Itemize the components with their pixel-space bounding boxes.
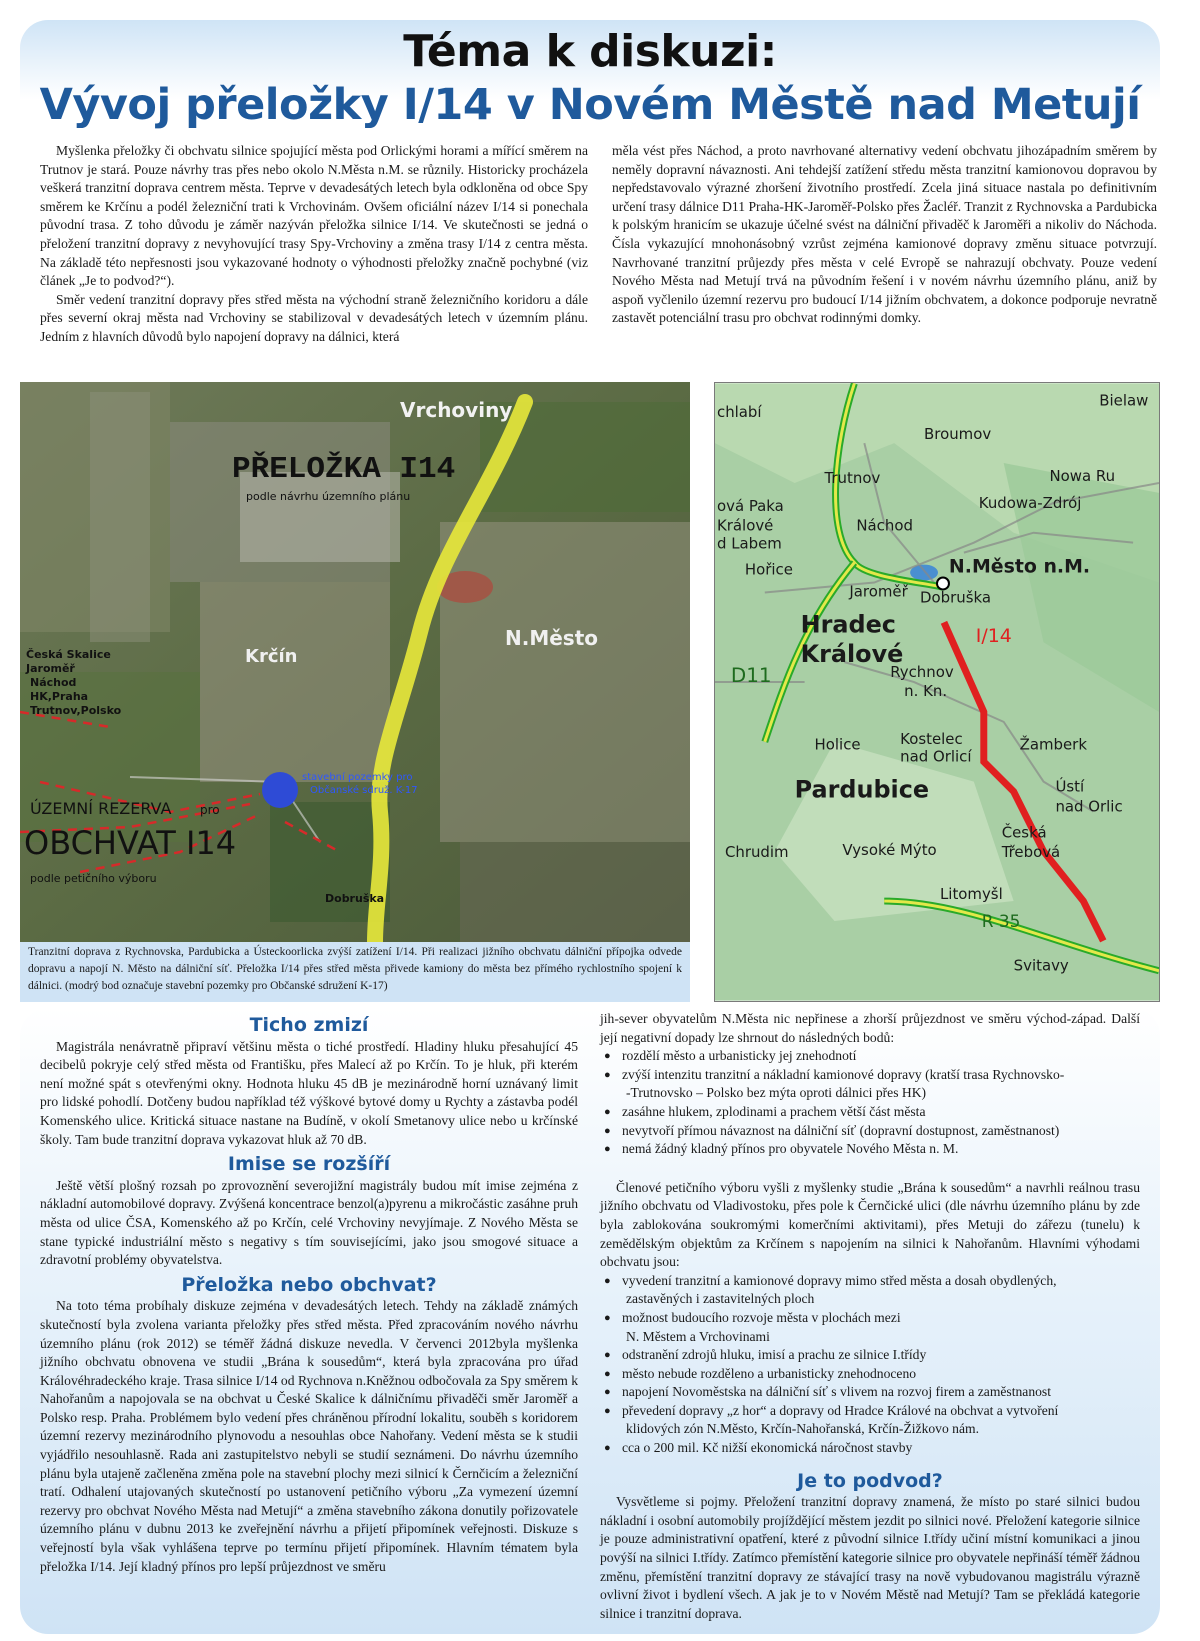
map-label: Kostelec xyxy=(900,729,963,748)
list-item: ● vyvedení tranzitní a kamionové dopravy mimo střed města a dosah obydlených, zastavěných i zastavitelných ploch xyxy=(600,1272,1140,1309)
map-label: N.Město n.M. xyxy=(948,555,1091,578)
label-dobruska: Dobruška xyxy=(325,892,385,905)
map-label: Chrudim xyxy=(724,843,789,862)
map-label: nad Orlic xyxy=(1055,797,1123,816)
advantages-list xyxy=(600,1272,1140,1458)
list-item: ● město nebude rozděleno a urbanisticky znehodnoceno xyxy=(600,1365,1140,1384)
label-vrchoviny: Vrchoviny xyxy=(400,398,513,422)
direction-label: Trutnov,Polsko xyxy=(30,704,122,717)
list-item: ● nevytvoří přímou návaznost na dálniční síť (dopravní dostupnost, zaměstnanost) xyxy=(600,1122,1140,1141)
map-label: Holice xyxy=(814,735,861,754)
map-label: n. Kn. xyxy=(904,681,948,700)
direction-label: HK,Praha xyxy=(30,690,89,703)
map-label: Ústí xyxy=(1055,777,1085,796)
map-label: Dobruška xyxy=(920,588,992,607)
section-heading: Přeložka nebo obchvat? xyxy=(181,1273,437,1296)
list-item: ● zvýší intenzitu tranzitní a nákladní kamionové dopravy (kratší trasa Rychnovsko- -Trutnovsko – Polsko bez mýta oproti dálnici přes HK) xyxy=(600,1066,1140,1103)
section-text: Členové petičního výboru vyšli z myšlenky studie „Brána k sousedům“ a navrhli reálnou trasu jižního obchvatu od Vladivostoku, přes pole k Černčické ulici (dle návrhu územního plánu by zde byla zablokována soukromými komerčními aktivitami), přes Metuji do zářezu (tunelu) k zemědělským objektům za Krčínem s napojením na silnici k Nahořanům. Hlavními výhodami obchvatu jsou: xyxy=(600,1179,1140,1270)
intro-paragraph: měla vést přes Náchod, a proto navrhované alternativy vedení obchvatu jihozápadním směrem by neměly dopravní návaznosti. Ani tehdejší zatížení středu města tranzitní kamionovou dopravou by nepředstavovalo výrazné zhoršení životního prostředí. Zcela jiná situace nastala po definitivním určení trasy dálnice D11 Praha-HK-Jaroměř-Polsko přes Žacléř. Tranzit z Rychnovska a Pardubicka k polským hranicím se ukazuje účelné svést na dálniční přivaděč k Jaroměři a nikoliv do Náchoda. Čísla vykazující mnohonásobný vzrůst zejména kamionové dopravy změnu situace potvrzují. Navrhované tranzitní průjezdy přes města v celé Evropě se nahrazují obchvaty. Pouze vedení Nového Města nad Metují trvá na původním řešení i v novém návrhu územního plánu, aniž by aspoň vyčlenilo územní rezervu pro budoucí I/14 jižním obchvatem, a dokonce podporuje nevratně zastavět potenciální trasu pro obchvat rodinnými domky. xyxy=(612,143,1157,326)
map-label: d Labem xyxy=(716,534,782,553)
map-label: Náchod xyxy=(856,516,913,535)
intro-right-column xyxy=(612,142,1157,328)
map-label: Třebová xyxy=(1001,843,1061,862)
intro-left-column xyxy=(40,142,588,347)
list-item: ● možnost budoucího rozvoje města v plochách mezi N. Městem a Vrchovinami xyxy=(600,1309,1140,1346)
list-item: ● nemá žádný kladný přínos pro obyvatele Nového Města n. M. xyxy=(600,1140,1140,1159)
page-title: Téma k diskuzi: xyxy=(403,26,777,77)
map-label: Kudowa-Zdrój xyxy=(978,493,1082,512)
map-label: D11 xyxy=(730,664,772,688)
map-label: nad Orlicí xyxy=(900,747,972,766)
list-item: ● odstranění zdrojů hluku, imisí a prachu ze silnice I.třídy xyxy=(600,1346,1140,1365)
label-plots: stavební pozemky pro xyxy=(302,772,413,783)
road-map xyxy=(714,382,1160,1002)
intro-paragraph: Směr vedení tranzitní dopravy přes střed města na východní straně železničního koridoru a dále přes severní okraj města nad Vrchoviny se stabilizoval v devadesátých letech v územním plánu. Jedním z hlavních důvodů bylo napojení dopravy na dálnici, která xyxy=(40,291,588,344)
map-label: Litomyšl xyxy=(939,885,1003,904)
bottom-right-column xyxy=(600,1010,1140,1623)
map-label: Žamberk xyxy=(1019,735,1087,754)
building-plot-marker xyxy=(262,772,298,808)
map-label: Králové xyxy=(800,640,904,669)
label-prelozka-sub: podle návrhu územního plánu xyxy=(246,490,411,503)
label-krcin: Krčín xyxy=(245,646,298,667)
map-label: I/14 xyxy=(975,625,1012,648)
map-label: Jaroměř xyxy=(849,582,908,601)
map-label: Vysoké Mýto xyxy=(842,841,937,860)
section-text: Ještě větší plošný rozsah po zprovoznění severojižní magistrály budou mít imise zejména z nákladní automobilové dopravy. Zvýšená koncentrace benzol(a)pyrenu a mikročástic zasáhne pruh města od ulice ČSA, Komenského až po Krčín, celé Vrchoviny nevyjímaje. Z Nového Města se stane typické industriální město s negativy s tím souvisejícími, jako jsou smogové situace a zdravotní problémy obyvatelstva. xyxy=(40,1177,578,1268)
map-label: Bielaw xyxy=(1099,391,1149,410)
list-item: ● rozdělí město a urbanisticky jej znehodnotí xyxy=(600,1047,1140,1066)
disadvantages-list xyxy=(600,1047,1140,1159)
direction-label: Jaroměř xyxy=(26,662,75,675)
map-label: Svitavy xyxy=(1013,956,1069,975)
map-label: chlabí xyxy=(716,403,762,422)
section-text: Vysvětleme si pojmy. Přeložení tranzitní dopravy znamená, že místo po staré silnici budou nákladní i osobní automobily projíždějící městem jezdit po silnici nové. Přeložení kategorie silnice je pouze administrativní opatření, které z původní silnice I.třídy učiní místní komunikaci a jinou povýší na silnici I.třídy. Zatímco přemístění kategorie silnice pro obyvatele nepřináší téměř žádnou změnu, přemístění tranzitní dopravy ze stávající trasy na nově vybudovanou magistrálu výrazně ovlivní život i bydlení všech. A jak je to v Novém Městě nad Metují? Tam se překládá kategorie silnice i tranzitní doprava. xyxy=(600,1494,1140,1621)
label-obchvat: OBCHVAT I14 xyxy=(24,824,237,862)
map-label: Rychnov xyxy=(890,663,954,682)
map-label: ová Paka xyxy=(716,496,784,515)
map-label: Broumov xyxy=(924,425,992,444)
map-label: Trutnov xyxy=(824,468,881,487)
label-nmesto: N.Město xyxy=(505,626,599,650)
label-rezerva-pro: pro xyxy=(200,803,220,817)
map-label: Hradec xyxy=(800,610,896,639)
section-heading: Je to podvod? xyxy=(797,1469,943,1492)
section-heading: Imise se rozšíří xyxy=(227,1153,391,1176)
label-obchvat-sub: podle petičního výboru xyxy=(30,872,157,885)
map-label: Pardubice xyxy=(794,775,930,804)
intro-paragraph: Myšlenka přeložky či obchvatu silnice spojující města pod Orlickými horami a mířící směrem na Trutnov je stará. Pouze návrhy tras přes nebo okolo N.Města n.M. se různily. Historicky procházela veškerá tranzitní doprava centrem města. Teprve v devadesátých letech byla odkloněna od obce Spy směrem ke Krčínu a podél železniční trati k Vrchovinám. Ovšem oficiální název I/14 si ponechala původní trasa. Z toho důvodu je záměr nazýván přeložka silnice I/14. Ve skutečnosti se jedná o přeložení tranzitní dopravy z nevyhovující trasy Spy-Vrchoviny a změna trasy I/14 z centra města. Na základě této nepřesnosti jsou vykazované hodnoty o výhodnosti přeložky značně pochybné (viz článek „Je to podvod?“). xyxy=(40,143,588,289)
list-item: ● převedení dopravy „z hor“ a dopravy od Hradce Králové na obchvat a vytvoření klidových zón N.Město, Krčín-Nahořanská, Krčín-Žižkovo nám. xyxy=(600,1402,1140,1439)
list-item: ● zasáhne hlukem, zplodinami a prachem větší část města xyxy=(600,1103,1140,1122)
list-item: ● cca o 200 mil. Kč nižší ekonomická náročnost stavby xyxy=(600,1439,1140,1458)
label-plots: Občanské sdruž. K-17 xyxy=(310,785,418,796)
section-text: Magistrála nenávratně připraví většinu města o tiché prostředí. Hladiny hluku přesahující 45 decibelů pokryje celý střed města od Františku, přes Malecí až po Krčín. To je hluk, při kterém není možné spát s otevřenými okny. Hodnota hluku 45 dB je mezinárodně horní uznávaný limit pro lidské pohodlí. Dotčeny budou například též výškové bytové domy u Rychty a zástavba podél Komenského ulice. Kritická situace nastane na Budíně, v okolí Smetanovy ulice nebo u krčínské školy. Tam bude tranzitní doprava vykazovat hluk až 70 dB. xyxy=(40,1038,578,1147)
list-item: ● napojení Novoměstska na dálniční síť s vlivem na rozvoj firem a zaměstnanost xyxy=(600,1383,1140,1402)
section-heading: Ticho zmizí xyxy=(249,1014,369,1036)
map-label: Hořice xyxy=(744,560,793,579)
label-prelozka: PŘELOŽKA I14 xyxy=(232,452,456,487)
map-caption: Tranzitní doprava z Rychnovska, Pardubicka a Ústeckoorlicka zvýší zatížení I/14. Při realizaci jižního obchvatu dálniční přípojka odvede dopravu a napojí N. Město na dálniční síť. Přeložka I/14 přes střed města přivede kamiony do města bez přímého rychlostního spojení k dálnici. (modrý bod označuje stavební pozemky pro Občanské sdružení K-17) xyxy=(20,942,690,1002)
label-rezerva: ÚZEMNÍ REZERVA xyxy=(30,799,172,818)
bottom-left-column xyxy=(40,1010,578,1576)
direction-label: Náchod xyxy=(30,676,77,689)
aerial-map xyxy=(20,382,690,942)
direction-label: Česká Skalice xyxy=(26,648,111,661)
section-text: jih-sever obyvatelům N.Města nic nepřinese a zhorší průjezdnost ve směru východ-západ. Další její negativní dopady lze shrnout do následných bodů: xyxy=(600,1011,1140,1045)
map-label: Nowa Ru xyxy=(1049,466,1116,485)
map-label: R 35 xyxy=(981,910,1021,931)
map-label: Králové xyxy=(716,516,774,535)
map-label: Česká xyxy=(1001,823,1047,842)
section-text: Na toto téma probíhaly diskuze zejména v devadesátých letech. Tehdy na základě známých skutečností byla zvolena varianta přeložky přes střed města. Před zpracováním nového návrhu územního plánu (rok 2012) se téměř žádná diskuze nevedla. V červenci 2012byla myšlenka jižního obchvatu obnovena ve studii „Brána k sousedům“, která byla zpracována pro úřad Královéhradeckého kraje. Trasa silnice I/14 od Rychnova n.Kněžnou odbočovala za Spy směrem k Nahořanům a napojovala se na obchvat u České Skalice k dálničnímu přivaděči směr Jaroměř a Polsko resp. Praha. Problémem bylo vedení přes chráněnou přírodní lokalitu, souběh s koridorem územní rezervy mezinárodního plynovodu a nesouhlas obce Nahořany. Vedení města se k studii vyjádřilo nesouhlasně. Rada ani zastupitelstvo nebyli se studií seznámeni. Do návrhu územního plánu byla utajeně začleněna změna pole na stavební plochy mezi silnicí k Černčicím a železniční tratí. Odhalení utajovaných skutečností po ustanovení petičního výboru „Za vymezení územní rezervy pro obchvat Nového Města nad Metují“ a změna stavebního zákona donutily pořizovatele územního plánu v dubnu 2013 ke zveřejnění návrhu a přijetí připomínek veřejnosti. Diskuze s veřejností byla však vyhlášena teprve po termínu přijetí připomínek. Hlavním tématem byla přeložka I/14. Její kladný přínos pro lepší průjezdnost ve směru xyxy=(40,1298,578,1574)
page-subtitle: Vývoj přeložky I/14 v Novém Městě nad Metují xyxy=(39,80,1141,130)
